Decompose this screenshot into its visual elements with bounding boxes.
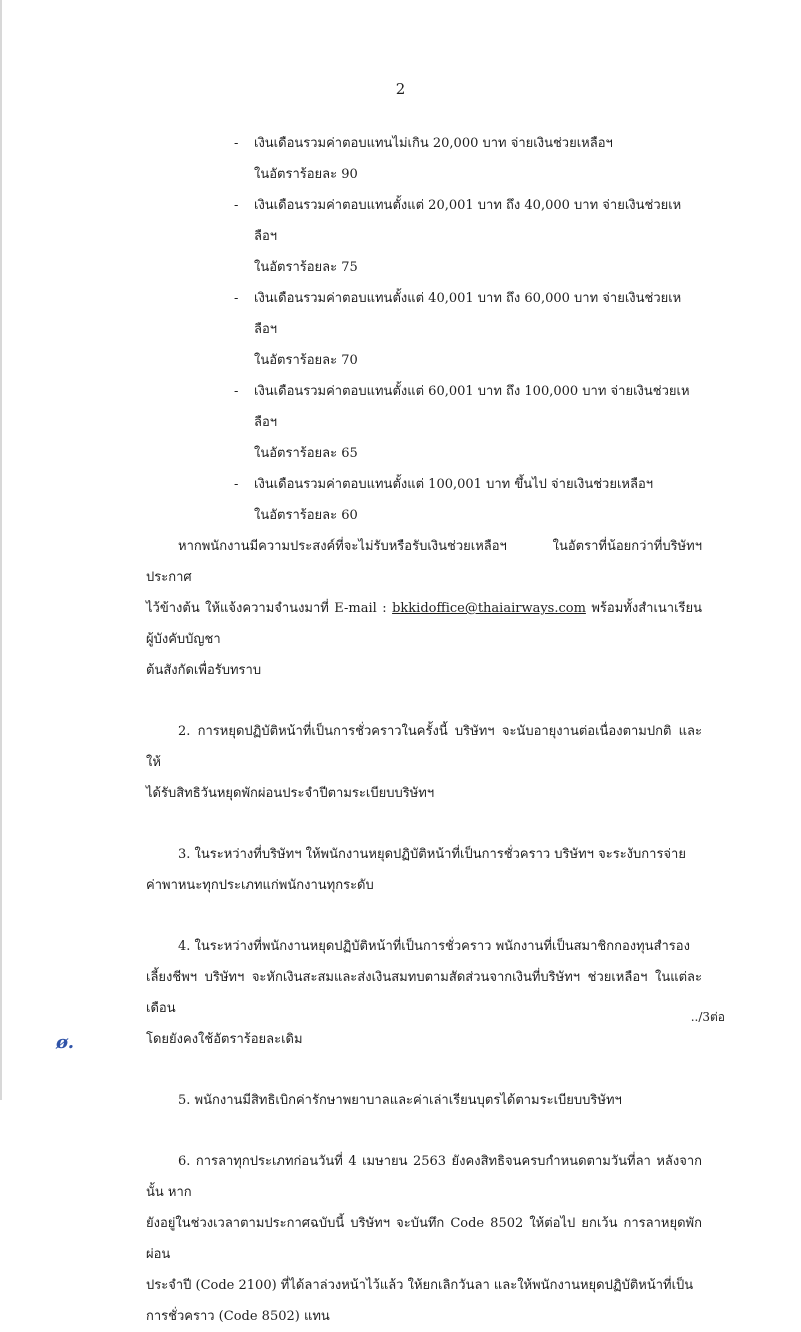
page-edge-line: [0, 0, 2, 1100]
bullet-marker: -: [234, 136, 239, 151]
bullet-marker: -: [234, 291, 239, 306]
list-item-line: ในอัตราร้อยละ 75: [254, 260, 358, 275]
list-item-line: เงินเดือนรวมค่าตอบแทนตั้งแต่ 20,001 บาท ถึง 40,000 บาท จ่ายเงินช่วยเหลือฯ: [254, 198, 682, 244]
document-body: [146, 128, 702, 1332]
paragraph-line: หากพนักงานมีความประสงค์ที่จะไม่รับหรือรับเงินช่วยเหลือฯ ในอัตราที่น้อยกว่าที่บริษัทฯ ประกาศ: [146, 539, 702, 585]
handwritten-initials: ø.: [56, 1032, 74, 1053]
list-item-line: เงินเดือนรวมค่าตอบแทนตั้งแต่ 60,001 บาท ถึง 100,000 บาท จ่ายเงินช่วยเหลือฯ: [254, 384, 690, 430]
paragraph-line: [146, 593, 702, 655]
list-item-line: ในอัตราร้อยละ 90: [254, 167, 358, 182]
paragraph-line: ประจำปี (Code 2100) ที่ได้ลาล่วงหน้าไว้แล้ว ให้ยกเลิกวันลา และให้พนักงานหยุดปฏิบัติหน้าที่เป็น: [146, 1278, 694, 1293]
clause-4: [146, 931, 702, 1055]
list-item-line: ในอัตราร้อยละ 70: [254, 353, 358, 368]
list-item-line: เงินเดือนรวมค่าตอบแทนตั้งแต่ 100,001 บาท ขึ้นไป จ่ายเงินช่วยเหลือฯ: [254, 477, 654, 492]
notice-text: ไว้ข้างต้น ให้แจ้งความจำนงมาที่ E-mail :: [146, 601, 393, 616]
page-number: 2: [395, 80, 406, 98]
paragraph-line: 6. การลาทุกประเภทก่อนวันที่ 4 เมษายน 2563 ยังคงสิทธิจนครบกำหนดตามวันที่ลา หลังจากนั้น หาก: [146, 1154, 702, 1200]
clause-6: [146, 1146, 702, 1332]
paragraph-line: ยังอยู่ในช่วงเวลาตามประกาศฉบับนี้ บริษัทฯ จะบันทึก Code 8502 ให้ต่อไป ยกเว้น การลาหยุดพักผ่อน: [146, 1216, 702, 1262]
list-item: [146, 283, 702, 376]
list-item: [146, 469, 702, 531]
paragraph-line: 4. ในระหว่างที่พนักงานหยุดปฏิบัติหน้าที่เป็นการชั่วคราว พนักงานที่เป็นสมาชิกกองทุนสำรอง: [178, 939, 690, 954]
paragraph-line: 5. พนักงานมีสิทธิเบิกค่ารักษาพยาบาลและค่าเล่าเรียนบุตรได้ตามระเบียบบริษัทฯ: [178, 1093, 622, 1108]
bullet-marker: -: [234, 198, 239, 213]
paragraph-line: 3. ในระหว่างที่บริษัทฯ ให้พนักงานหยุดปฏิบัติหน้าที่เป็นการชั่วคราว บริษัทฯ จะระงับการจ่าย: [178, 847, 686, 862]
bullet-marker: -: [234, 384, 239, 399]
list-item: [146, 128, 702, 190]
paragraph-line: ได้รับสิทธิวันหยุดพักผ่อนประจำปีตามระเบียบบริษัทฯ: [146, 786, 435, 801]
email-link[interactable]: bkkidoffice@thaiairways.com: [392, 601, 586, 616]
paragraph-line: 2. การหยุดปฏิบัติหน้าที่เป็นการชั่วคราวในครั้งนี้ บริษัทฯ จะนับอายุงานต่อเนื่องตามปกติ และให้: [146, 724, 702, 770]
paragraph-line: การชั่วคราว (Code 8502) แทน: [146, 1309, 330, 1324]
list-item: [146, 376, 702, 469]
clause-3: [146, 839, 702, 901]
paragraph-line: ต้นสังกัดเพื่อรับทราบ: [146, 663, 262, 678]
paragraph-line: โดยยังคงใช้อัตราร้อยละเดิม: [146, 1032, 303, 1047]
paragraph-line: เลี้ยงชีพฯ บริษัทฯ จะหักเงินสะสมและส่งเงินสมทบตามสัดส่วนจากเงินที่บริษัทฯ ช่วยเหลือฯ ในแต่ละเดือน: [146, 970, 702, 1016]
list-item-line: เงินเดือนรวมค่าตอบแทนไม่เกิน 20,000 บาท จ่ายเงินช่วยเหลือฯ: [254, 136, 613, 151]
list-item-line: ในอัตราร้อยละ 60: [254, 508, 358, 523]
clause-2: [146, 716, 702, 809]
paragraph-line: ค่าพาหนะทุกประเภทแก่พนักงานทุกระดับ: [146, 878, 374, 893]
bullet-marker: -: [234, 477, 239, 492]
continuation-note: ../3ต่อ: [690, 1010, 725, 1024]
notice-text: พร้อมทั้งสำเนาเรียนผู้บังคับบัญชา: [146, 601, 703, 647]
list-item-line: ในอัตราร้อยละ 65: [254, 446, 358, 461]
notice-paragraph: [146, 531, 702, 686]
list-item-line: เงินเดือนรวมค่าตอบแทนตั้งแต่ 40,001 บาท ถึง 60,000 บาท จ่ายเงินช่วยเหลือฯ: [254, 291, 682, 337]
list-item: [146, 190, 702, 283]
clause-5: [146, 1085, 702, 1116]
